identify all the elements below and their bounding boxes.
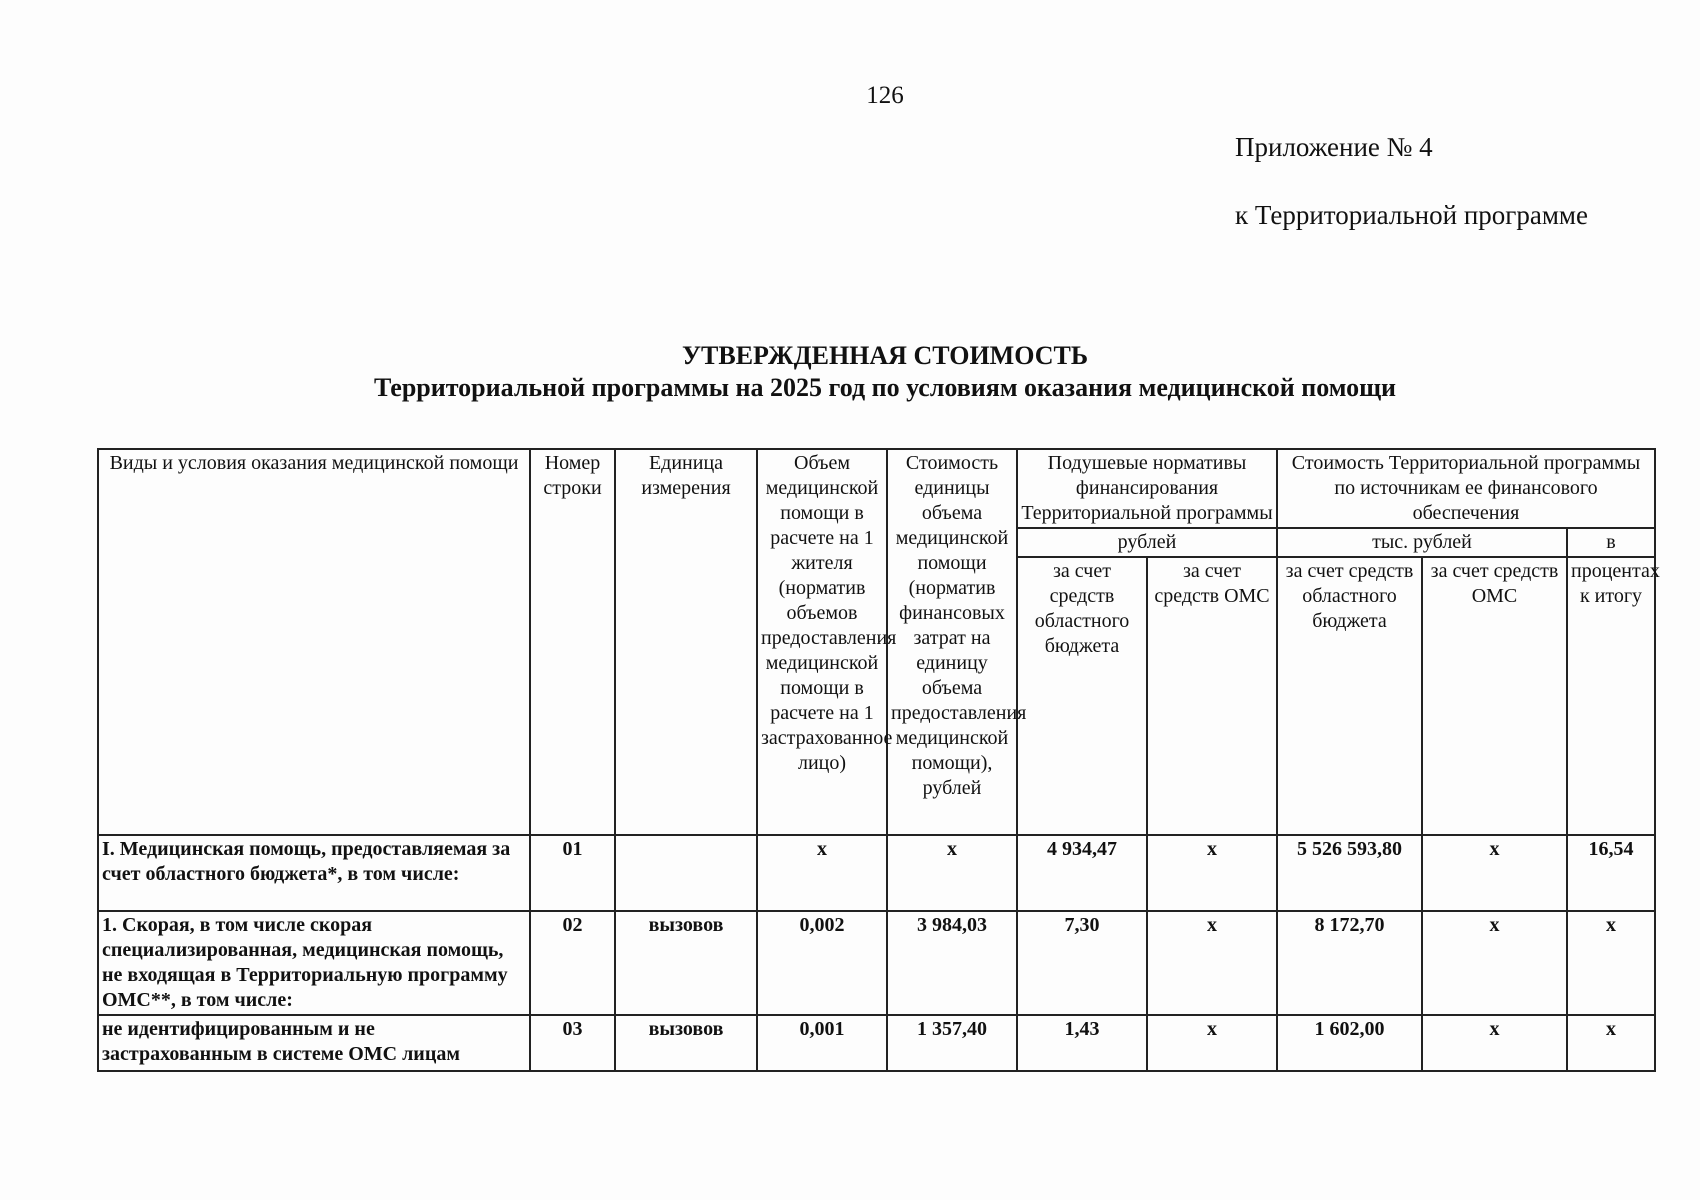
header-percent-label: в [1567, 528, 1655, 557]
table-row [98, 911, 1655, 1015]
row-unit: вызовов [615, 1015, 757, 1071]
row-unit-cost: х [887, 835, 1017, 911]
row-percent: х [1567, 1015, 1655, 1071]
row-pc-oms: х [1147, 911, 1277, 1015]
header-unit-cost: Стоимость единицы объема медицинской помощи (норматив финансовых затрат на единицу объема предоставления медицинской помощи), рублей [887, 449, 1017, 835]
row-name: не идентифицированным и не застрахованным в системе ОМС лицам [98, 1015, 530, 1071]
row-pc-budget: 7,30 [1017, 911, 1147, 1015]
header-volume: Объем медицинской помощи в расчете на 1 жителя (норматив объемов предоставления медицинской помощи в расчете на 1 застрахованное лицо) [757, 449, 887, 835]
row-cost-oms: х [1422, 835, 1567, 911]
row-pc-oms: х [1147, 1015, 1277, 1071]
header-per-capita-budget: за счет средств областного бюджета [1017, 557, 1147, 835]
appendix-subtitle: к Территориальной программе [1235, 200, 1588, 230]
document-title [320, 340, 1450, 404]
header-program-cost-unit: тыс. рублей [1277, 528, 1567, 557]
row-unit-cost: 3 984,03 [887, 911, 1017, 1015]
header-per-capita: Подушевые нормативы финансирования Территориальной программы [1017, 449, 1277, 528]
row-cost-budget: 8 172,70 [1277, 911, 1422, 1015]
row-number: 01 [530, 835, 615, 911]
table-row [98, 1015, 1655, 1071]
title-line-1: УТВЕРЖДЕННАЯ СТОИМОСТЬ [681, 341, 1089, 370]
header-program-cost: Стоимость Территориальной программы по источникам ее финансового обеспечения [1277, 449, 1655, 528]
title-line-2: Территориальной программы на 2025 год по условиям оказания медицинской помощи [373, 373, 1397, 402]
header-row-number: Номер строки [530, 449, 615, 835]
row-pc-oms: х [1147, 835, 1277, 911]
row-pc-budget: 4 934,47 [1017, 835, 1147, 911]
header-per-capita-unit: рублей [1017, 528, 1277, 557]
row-unit: вызовов [615, 911, 757, 1015]
row-unit-cost: 1 357,40 [887, 1015, 1017, 1071]
row-volume: 0,001 [757, 1015, 887, 1071]
header-per-capita-oms: за счет средств ОМС [1147, 557, 1277, 835]
row-number: 02 [530, 911, 615, 1015]
row-volume: х [757, 835, 887, 911]
row-percent: 16,54 [1567, 835, 1655, 911]
header-types: Виды и условия оказания медицинской помощи [98, 449, 530, 835]
row-name: I. Медицинская помощь, предоставляемая за счет областного бюджета*, в том числе: [98, 835, 530, 911]
page-number: 126 [866, 82, 904, 109]
row-cost-oms: х [1422, 911, 1567, 1015]
header-percent: процентах к итогу [1567, 557, 1655, 835]
row-pc-budget: 1,43 [1017, 1015, 1147, 1071]
header-program-cost-oms: за счет средств ОМС [1422, 557, 1567, 835]
row-unit [615, 835, 757, 911]
row-number: 03 [530, 1015, 615, 1071]
row-name: 1. Скорая, в том числе скорая специализированная, медицинская помощь, не входящая в Территориальную программу ОМС**, в том числе: [98, 911, 530, 1015]
appendix-label: Приложение № 4 [1235, 132, 1433, 162]
header-program-cost-budget: за счет средств областного бюджета [1277, 557, 1422, 835]
row-volume: 0,002 [757, 911, 887, 1015]
row-cost-oms: х [1422, 1015, 1567, 1071]
cost-table [97, 448, 1660, 1072]
table-row [98, 835, 1655, 911]
row-cost-budget: 1 602,00 [1277, 1015, 1422, 1071]
header-unit: Единица измерения [615, 449, 757, 835]
row-percent: х [1567, 911, 1655, 1015]
row-cost-budget: 5 526 593,80 [1277, 835, 1422, 911]
